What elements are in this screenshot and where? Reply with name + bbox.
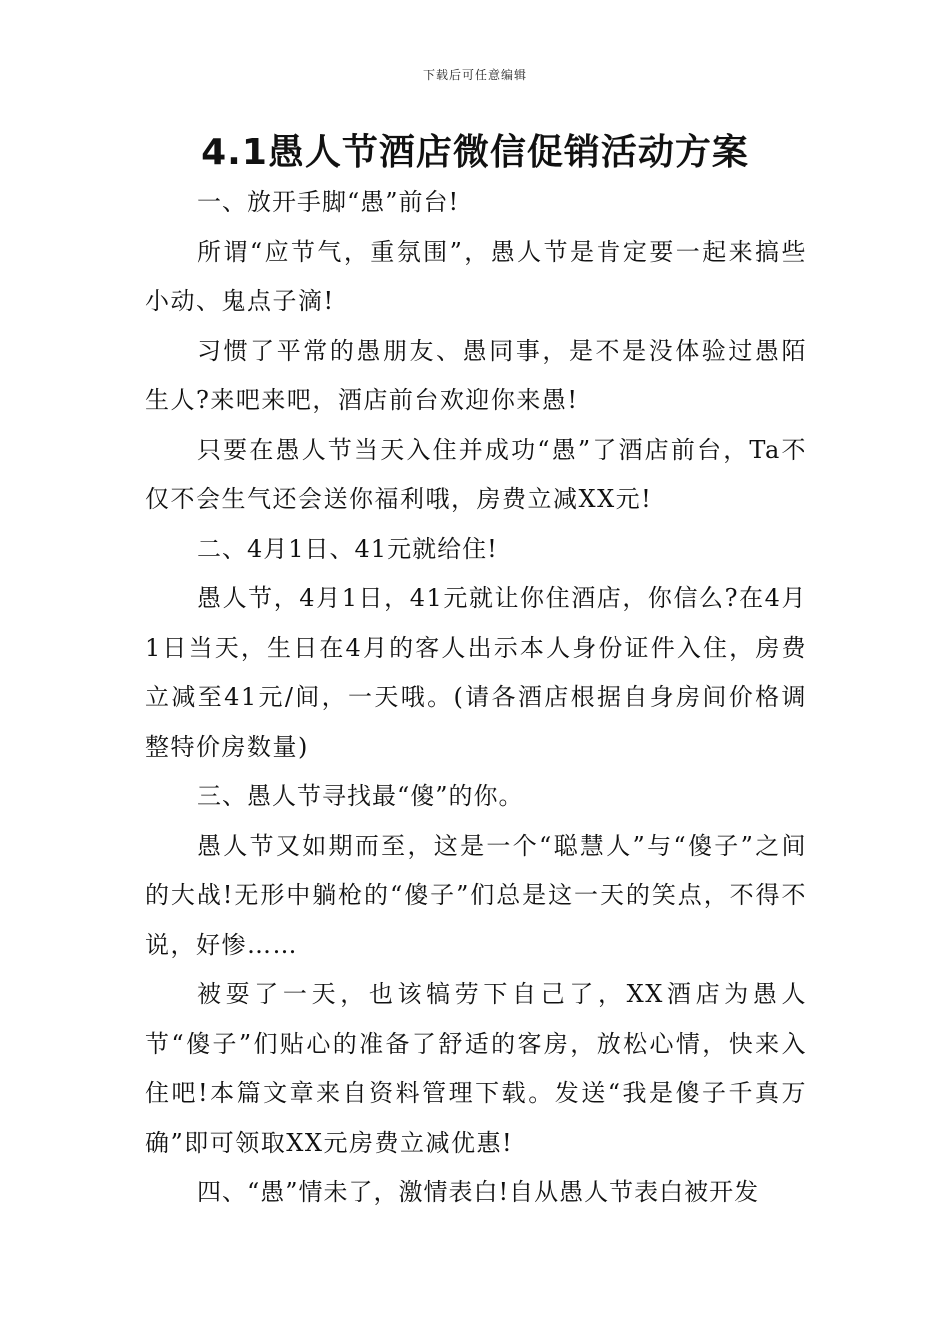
paragraph: 习惯了平常的愚朋友、愚同事，是不是没体验过愚陌生人?来吧来吧，酒店前台欢迎你来愚! (145, 336, 807, 414)
header-note: 下载后可任意编辑 (422, 68, 527, 82)
paragraph: 愚人节，4月1日，41元就让你住酒店，你信么?在4月1日当天，生日在4月的客人出示本人身份证件入住，房费立减至41元/间，一天哦。(请各酒店根据自身房间价格调整特价房数量) (145, 584, 807, 761)
section-heading-3: 三、愚人节寻找最“傻”的你。 (197, 782, 524, 810)
paragraph: 被耍了一天，也该犒劳下自己了，XX酒店为愚人节“傻子”们贴心的准备了舒适的客房，放松心情，快来入住吧!本篇文章来自资料管理下载。发送“我是傻子千真万确”即可领取XX元房费立减优惠! (145, 980, 807, 1157)
document-title: 4.1愚人节酒店微信促销活动方案 (201, 132, 749, 173)
paragraph: 愚人节又如期而至，这是一个“聪慧人”与“傻子”之间的大战!无形中躺枪的“傻子”们总是这一天的笑点，不得不说，好惨…… (145, 831, 807, 959)
section-heading-1: 一、放开手脚“愚”前台! (197, 188, 460, 216)
section-heading-4: 四、“愚”情未了，激情表白!自从愚人节表白被开发 (197, 1178, 760, 1206)
document-body (145, 178, 807, 1218)
paragraph: 所谓“应节气，重氛围”，愚人节是肯定要一起来搞些小动、鬼点子滴! (145, 237, 807, 315)
section-heading-2: 二、4月1日、41元就给住! (197, 534, 498, 563)
paragraph: 只要在愚人节当天入住并成功“愚”了酒店前台，Ta不仅不会生气还会送你福利哦，房费立减XX元! (145, 435, 807, 513)
